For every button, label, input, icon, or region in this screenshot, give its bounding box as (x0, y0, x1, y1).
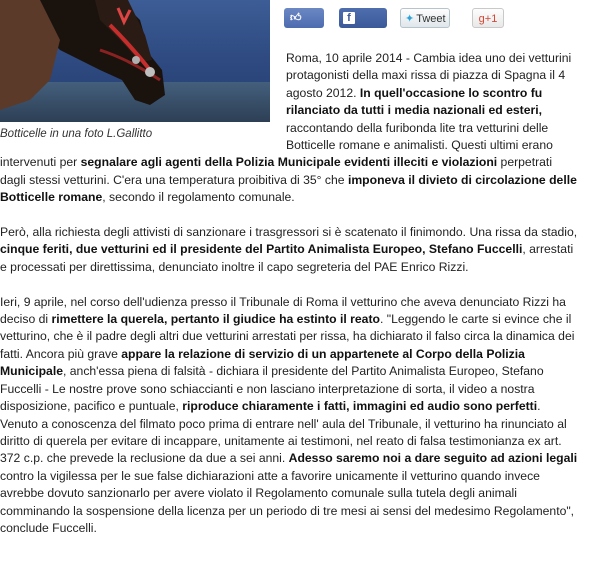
bold-text: Adesso saremo noi a dare seguito ad azioni legali (288, 451, 578, 466)
google-plus-button[interactable] (472, 8, 504, 28)
facebook-share-button[interactable] (339, 8, 387, 44)
twitter-bird-icon: ✦ (405, 13, 415, 25)
text: . Venuto a conoscenza del filmato poco prima di entrare nell' aula del Tribunale, il vetturino ha rinunciato al diritto di querela per evitare di incappare, unitamente ai testimoni, nel reato di falsa testimonianza ex art. 372 c.p. che prevede la reclusione da due a sei anni. (0, 399, 567, 466)
text: , arrestati e processati per direttissima, denunciato inoltre il capo segreteria del PAE Enrico Rizzi. (0, 242, 574, 274)
photo-caption: Botticelle in una foto L.Gallitto (0, 128, 153, 140)
text: Ieri, 9 aprile, nel corso dell'udienza presso il Tribunale di Roma il vetturino che aveva denunciato Rizzi ha deciso di (0, 294, 566, 327)
bold-text: segnalare agli agenti della Polizia Municipale evidenti illeciti e violazioni (80, 155, 498, 170)
text: , anch'essa piena di falsità - dichiara il presidente del Partito Animalista Europeo, Stefano Fuccelli - Le nostre prove sono schiaccianti e non lasciano interpretazione di sorta, il video a nostra disposizione, pacifico e puntuale, (0, 364, 544, 414)
text: Roma, 10 aprile 2014 - Cambia idea uno dei vetturini protagonisti della maxi rissa di piazza di Spagna il 4 agosto 2012. (286, 51, 572, 100)
paragraph-3 (0, 294, 580, 538)
thumbs-up-icon: 👍︎ (290, 12, 302, 25)
bold-text: rimettere la querela, pertanto il giudice ha estinto il reato (51, 312, 380, 327)
bold-text: cinque feriti, due vetturini ed il presidente del Partito Animalista Europeo, Stefano Fuccelli (0, 242, 523, 257)
photo-float-spacer (0, 50, 286, 153)
bold-text: riproduce chiaramente i fatti, immagini ed audio sono perfetti (182, 399, 538, 414)
facebook-like-button[interactable] (284, 8, 324, 45)
bold-text: In quell'occasione lo scontro fu rilanciato da tutti i media nazionali ed esteri, (286, 85, 543, 118)
text: perpetrati dagli stessi vetturini. C'era una temperatura proibitiva di 35° che (0, 155, 553, 187)
text: Però, alla richiesta degli attivisti di sanzionare i trasgressori si è scatenato il finimondo. Una rissa da stadio, (0, 225, 578, 240)
gplus-label: g+1 (478, 13, 498, 25)
bold-text: appare la relazione di servizio di un appartenete al Corpo della Polizia Municipale (0, 346, 525, 379)
text: contro la vigilessa per le sue false dichiarazioni atte a favorire unicamente il vetturino quando invece avrebbe dovuto sanzionarlo per avere violato il Regolamento comunale sulla tutela degli animali comminando la sospensione della licenza per un periodo di tre mesi ai sensi del medesimo Regolamento", conclude Fuccelli. (0, 468, 575, 535)
text: , secondo il regolamento comunale. (102, 190, 295, 205)
share-label: Share (343, 32, 374, 44)
paragraph-1 (0, 50, 580, 207)
like-label: Like (290, 32, 313, 45)
text: . "Leggendo le carte si evince che il vetturino, che è il padre degli altri due vetturini arrestati per rissa, ha dichiarato il falso circa la dinamica dei fatti. Ancora più grave (0, 312, 575, 361)
facebook-icon: f (343, 12, 355, 24)
tweet-button[interactable] (400, 8, 450, 28)
tweet-label: Tweet (416, 13, 446, 25)
text: raccontando della furibonda lite tra vetturini delle Botticelle romane e animalisti. Questi ultimi erano intervenuti per (0, 120, 553, 170)
bold-text: imponeva il divieto di circolazione delle Botticelle romane (0, 172, 577, 205)
paragraph-2 (0, 224, 580, 276)
article-body (0, 50, 580, 555)
